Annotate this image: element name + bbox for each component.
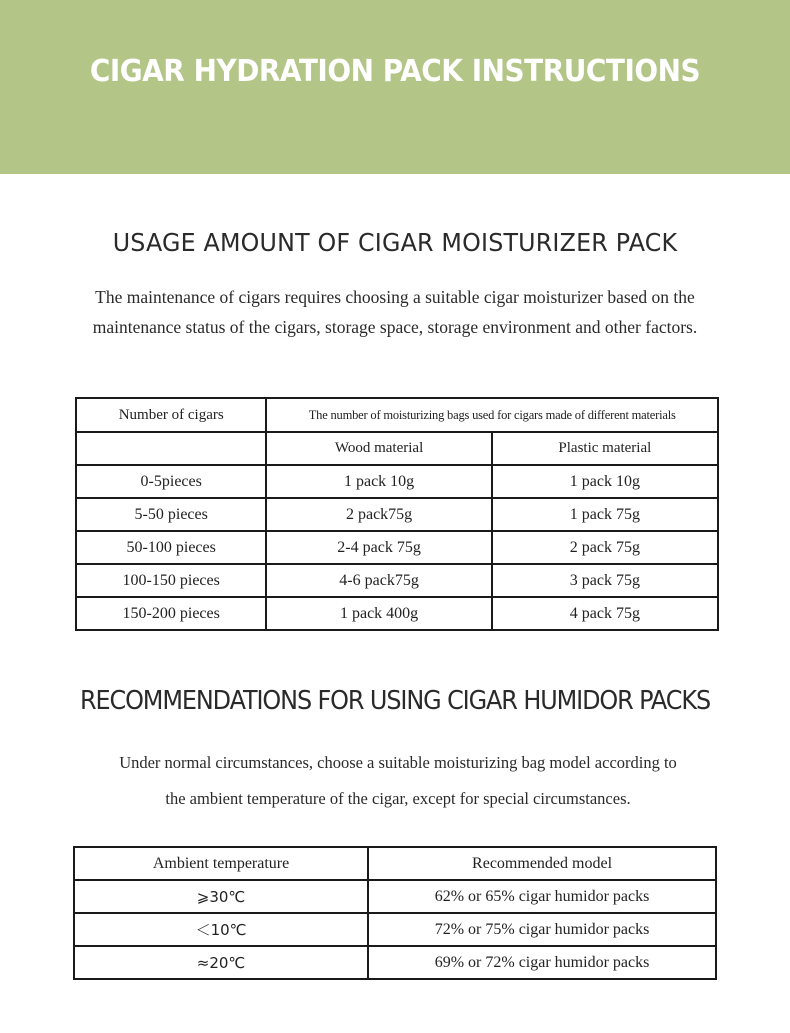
- temperature-cell: ⩾30℃: [74, 880, 368, 913]
- header-bags-by-material: The number of moisturizing bags used for cigars made of different materials: [266, 398, 718, 432]
- section-heading-recommendations: RECOMMENDATIONS FOR USING CIGAR HUMIDOR PACKS: [79, 686, 711, 716]
- temperature-cell: ＜10℃: [74, 913, 368, 946]
- plastic-amount-cell: 3 pack 75g: [492, 564, 718, 597]
- page-title: CIGAR HYDRATION PACK INSTRUCTIONS: [89, 54, 701, 89]
- wood-amount-cell: 1 pack 400g: [266, 597, 491, 630]
- table-row: [76, 498, 718, 531]
- header-banner: [0, 0, 790, 174]
- table-row: [74, 946, 716, 979]
- subheader-empty: [76, 432, 266, 465]
- model-cell: 69% or 72% cigar humidor packs: [368, 946, 716, 979]
- model-cell: 62% or 65% cigar humidor packs: [368, 880, 716, 913]
- recommendation-table: [73, 846, 717, 980]
- table-subheader-row: [76, 432, 718, 465]
- wood-amount-cell: 4-6 pack75g: [266, 564, 491, 597]
- table-row: [74, 913, 716, 946]
- wood-amount-cell: 2-4 pack 75g: [266, 531, 491, 564]
- subheader-wood-material: Wood material: [266, 432, 491, 465]
- header-recommended-model: Recommended model: [368, 847, 716, 880]
- usage-amount-table: [75, 397, 719, 631]
- plastic-amount-cell: 4 pack 75g: [492, 597, 718, 630]
- table-row: [76, 531, 718, 564]
- table-row: [76, 465, 718, 498]
- subheader-plastic-material: Plastic material: [492, 432, 718, 465]
- cigar-count-cell: 150-200 pieces: [76, 597, 266, 630]
- cigar-count-cell: 5-50 pieces: [76, 498, 266, 531]
- recommendations-intro-paragraph: [60, 745, 736, 816]
- header-number-of-cigars: Number of cigars: [76, 398, 266, 432]
- table-row: [76, 564, 718, 597]
- plastic-amount-cell: 2 pack 75g: [492, 531, 718, 564]
- cigar-count-cell: 100-150 pieces: [76, 564, 266, 597]
- cigar-count-cell: 0-5pieces: [76, 465, 266, 498]
- cigar-count-cell: 50-100 pieces: [76, 531, 266, 564]
- paragraph-line: the ambient temperature of the cigar, except for special circumstances.: [165, 788, 631, 808]
- usage-intro-paragraph: The maintenance of cigars requires choosing a suitable cigar moisturizer based on the maintenance status of the cigars, storage space, storage environment and other factors.: [92, 287, 698, 337]
- section-heading-usage-amount: USAGE AMOUNT OF CIGAR MOISTURIZER PACK: [112, 228, 678, 257]
- temperature-cell: ≈20℃: [74, 946, 368, 979]
- table-header-row: [74, 847, 716, 880]
- header-ambient-temperature: Ambient temperature: [74, 847, 368, 880]
- wood-amount-cell: 1 pack 10g: [266, 465, 491, 498]
- paragraph-line: Under normal circumstances, choose a suitable moisturizing bag model according to: [119, 753, 677, 772]
- plastic-amount-cell: 1 pack 75g: [492, 498, 718, 531]
- table-row: [74, 880, 716, 913]
- table-header-row: [76, 398, 718, 432]
- wood-amount-cell: 2 pack75g: [266, 498, 491, 531]
- plastic-amount-cell: 1 pack 10g: [492, 465, 718, 498]
- table-row: [76, 597, 718, 630]
- model-cell: 72% or 75% cigar humidor packs: [368, 913, 716, 946]
